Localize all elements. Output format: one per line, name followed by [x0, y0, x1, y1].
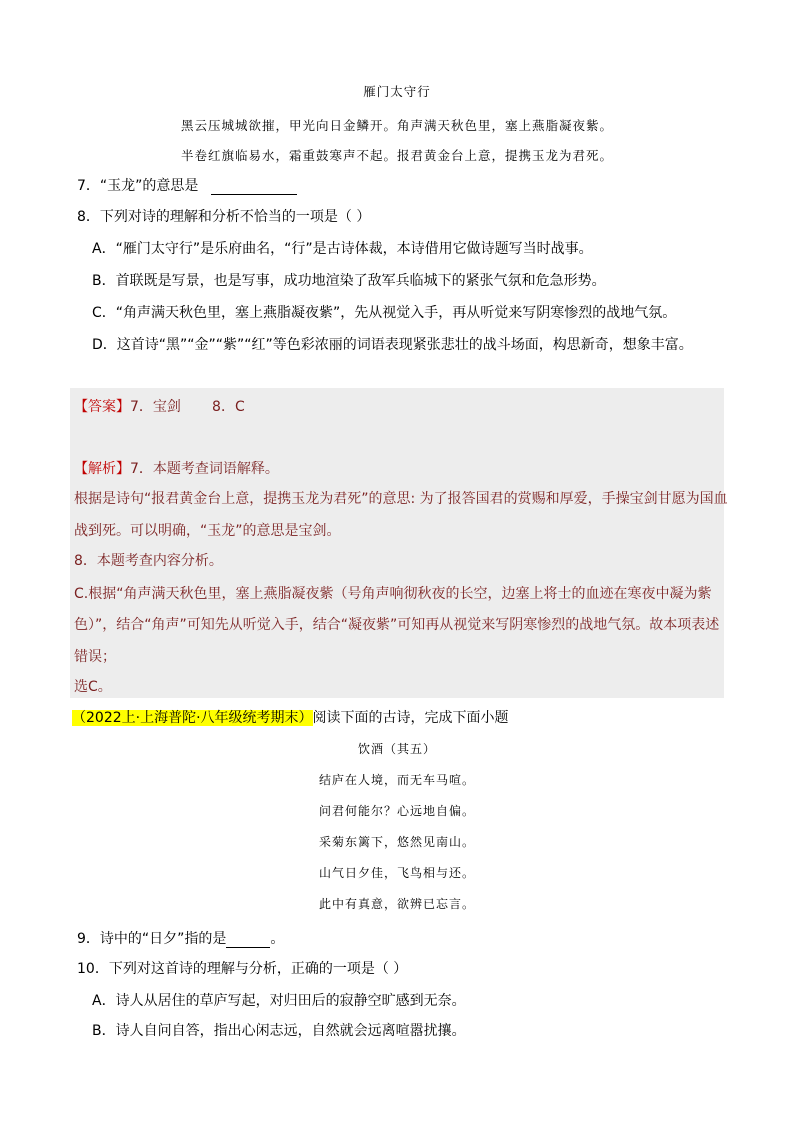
poem1-line: 半卷红旗临易水，霜重鼓寒声不起。报君黄金台上意，提携玉龙为君死。 [180, 148, 613, 163]
answer-tag: 【答案】 [74, 399, 130, 415]
source-highlight: （2022上·上海普陀·八年级统考期末） [72, 710, 313, 726]
question-9-text: 9．诗中的“日夕”指的是 [77, 931, 227, 947]
analysis-line: 战到死。可以明确，“玉龙”的意思是宝剑。 [74, 523, 341, 539]
analysis-line: 根据是诗句“报君黄金台上意，提携玉龙为君死”的意思: 为了报答国君的赏赐和厚爱，手操宝剑甘愿为国血 [74, 491, 728, 507]
poem2-line: 结庐在人境，而无车马喧。 [318, 773, 475, 787]
option-a: A．诗人从居住的草庐写起，对归田后的寂静空旷感到无奈。 [92, 993, 466, 1009]
analysis-line [74, 458, 279, 478]
option-d: D．这首诗“黑”“金”“紫”“红”等色彩浓丽的词语表现紧张悲壮的战斗场面，构思新奇，想象丰富。 [92, 337, 693, 353]
poem2-line: 采菊东篱下，悠然见南山。 [318, 835, 475, 849]
question-8: 8．下列对诗的理解和分析不恰当的一项是（ ） [77, 209, 371, 225]
question-7-text: 7．“玉龙”的意思是 [77, 178, 199, 194]
option-a: A．“雁门太守行”是乐府曲名，“行”是古诗体裁，本诗借用它做诗题写当时战事。 [92, 241, 593, 257]
poem1-title: 雁门太守行 [363, 84, 431, 99]
source-text: 阅读下面的古诗，完成下面小题 [312, 710, 509, 726]
answer-line [74, 396, 245, 416]
question-9-suffix: 。 [270, 931, 285, 947]
analysis-line: C.根据“角声满天秋色里，塞上燕脂凝夜紫（号角声响彻秋夜的长空，边塞上将士的血迹在寒夜中凝为紫 [74, 586, 712, 602]
option-b: B．首联既是写景，也是写事，成功地渲染了敌军兵临城下的紧张气氛和危急形势。 [92, 273, 606, 289]
question-9 [77, 928, 284, 948]
analysis-line: 错误； [74, 649, 116, 665]
poem2-line: 此中有真意，欲辨已忘言。 [318, 897, 475, 911]
poem2-title: 饮酒（其五） [357, 742, 436, 756]
source-line [72, 707, 509, 727]
analysis-tag: 【解析】 [74, 461, 130, 477]
analysis-text: 7．本题考查词语解释。 [130, 461, 279, 477]
answer-text: 7．宝剑 8．C [130, 399, 245, 415]
answer-analysis-box [70, 388, 724, 698]
question-7 [77, 175, 297, 195]
analysis-line: 色）”，结合“角声”可知先从听觉入手，结合“凝夜紫”可知再从视觉来写阴寒惨烈的战地气氛。故本项表述 [74, 617, 720, 633]
question-10: 10．下列对这首诗的理解与分析，正确的一项是（ ） [77, 961, 408, 977]
analysis-line: 8．本题考查内容分析。 [74, 553, 223, 569]
poem2-line: 问君何能尔？心远地自偏。 [318, 804, 475, 818]
answer-blank[interactable] [211, 178, 297, 195]
poem2-line: 山气日夕佳，飞鸟相与还。 [318, 866, 475, 880]
option-b: B．诗人自问自答，指出心闲志远，自然就会远离喧嚣扰攘。 [92, 1023, 466, 1039]
option-c: C．“角声满天秋色里，塞上燕脂凝夜紫”，先从视觉入手，再从听觉来写阴寒惨烈的战地气氛。 [92, 305, 677, 321]
answer-blank[interactable] [226, 931, 270, 948]
analysis-line: 选C。 [74, 679, 112, 695]
poem1-line: 黑云压城城欲摧，甲光向日金鳞开。角声满天秋色里，塞上燕脂凝夜紫。 [180, 118, 613, 133]
